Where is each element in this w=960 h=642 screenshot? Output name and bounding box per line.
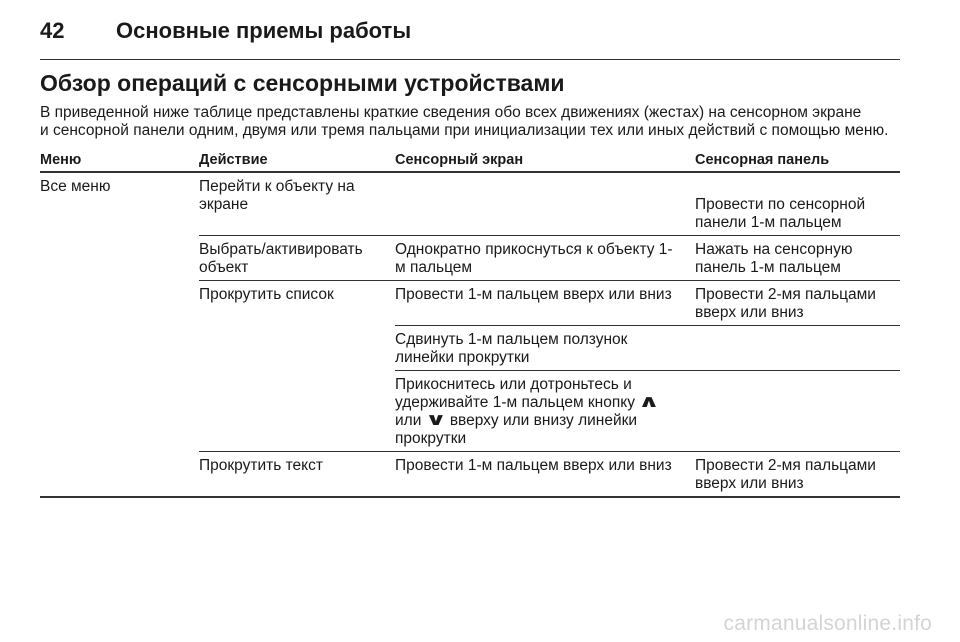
col-header-screen: Сенсорный экран <box>395 148 695 172</box>
screen-cell <box>395 452 695 498</box>
screen-text-line: Однократно прикоснуться к объекту 1- <box>395 241 673 258</box>
gestures-table <box>40 148 900 498</box>
action-cell <box>199 172 395 236</box>
screen-text-line: прокрутки <box>395 430 467 447</box>
chevron-up-icon: ∧ <box>638 392 661 411</box>
panel-text-line: панель 1-м пальцем <box>695 259 841 276</box>
action-cell <box>199 452 395 498</box>
col-header-action: Действие <box>199 148 395 172</box>
screen-cell <box>395 371 695 452</box>
screen-text-line: линейки прокрутки <box>395 349 530 366</box>
screen-text-fragment: или <box>395 412 422 429</box>
action-text-line: Прокрутить список <box>199 286 334 303</box>
panel-cell-empty <box>695 371 900 452</box>
header-divider <box>40 59 900 60</box>
page-number: 42 <box>40 18 65 43</box>
panel-text-line: панели 1-м пальцем <box>695 214 842 231</box>
intro-paragraph <box>40 104 906 140</box>
screen-text-fragment: удерживайте 1-м пальцем кнопку <box>395 394 635 411</box>
screen-text-line: Прикоснитесь или дотроньтесь и <box>395 376 632 393</box>
screen-text-fragment: вверху или внизу линейки <box>449 412 638 429</box>
action-text-line: экране <box>199 196 249 213</box>
panel-text-line: Провести по сенсорной <box>695 196 866 213</box>
panel-text-line: вверх или вниз <box>695 304 804 321</box>
screen-cell <box>395 281 695 326</box>
panel-text-line: Провести 2-мя пальцами <box>695 286 876 303</box>
section-title: Обзор операций с сенсорными устройствами <box>40 70 565 96</box>
table-row <box>40 172 900 236</box>
screen-text-line: Провести 1-м пальцем вверх или вниз <box>395 457 672 474</box>
panel-cell <box>695 172 900 236</box>
panel-cell-empty <box>695 326 900 371</box>
screen-text-line: Сдвинуть 1-м пальцем ползунок <box>395 331 628 348</box>
action-cell <box>199 281 395 452</box>
panel-cell <box>695 452 900 498</box>
action-text-line: Выбрать/активировать <box>199 241 363 258</box>
table-header-row <box>40 148 900 172</box>
col-header-panel: Сенсорная панель <box>695 148 900 172</box>
panel-text-line: Нажать на сенсорную <box>695 241 853 258</box>
screen-text-line: м пальцем <box>395 259 473 276</box>
action-text-line: объект <box>199 259 249 276</box>
action-text-line: Перейти к объекту на <box>199 178 355 195</box>
screen-text-line <box>395 412 689 430</box>
panel-cell <box>695 236 900 281</box>
action-text-line: Прокрутить текст <box>199 457 323 474</box>
menu-cell <box>40 172 199 497</box>
panel-cell <box>695 281 900 326</box>
panel-text-line: Провести 2-мя пальцами <box>695 457 876 474</box>
panel-text-line: вверх или вниз <box>695 475 804 492</box>
col-header-menu: Меню <box>40 148 199 172</box>
screen-cell <box>395 326 695 371</box>
menu-all-label: Все меню <box>40 178 111 195</box>
action-cell <box>199 236 395 281</box>
watermark: carmanualsonline.info <box>723 612 932 635</box>
running-title: Основные приемы работы <box>116 18 412 43</box>
page-header <box>40 18 900 52</box>
intro-line-1: В приведенной ниже таблице представлены краткие сведения обо всех движениях (жестах) на сенсорном экране <box>40 104 862 121</box>
screen-text-line: Провести 1-м пальцем вверх или вниз <box>395 286 672 303</box>
chevron-down-icon: ∨ <box>424 410 447 429</box>
intro-line-2: и сенсорной панели одним, двумя или тремя пальцами при инициализации тех или иных действий с помощью меню. <box>40 122 889 139</box>
screen-cell-empty <box>395 172 695 236</box>
screen-cell <box>395 236 695 281</box>
